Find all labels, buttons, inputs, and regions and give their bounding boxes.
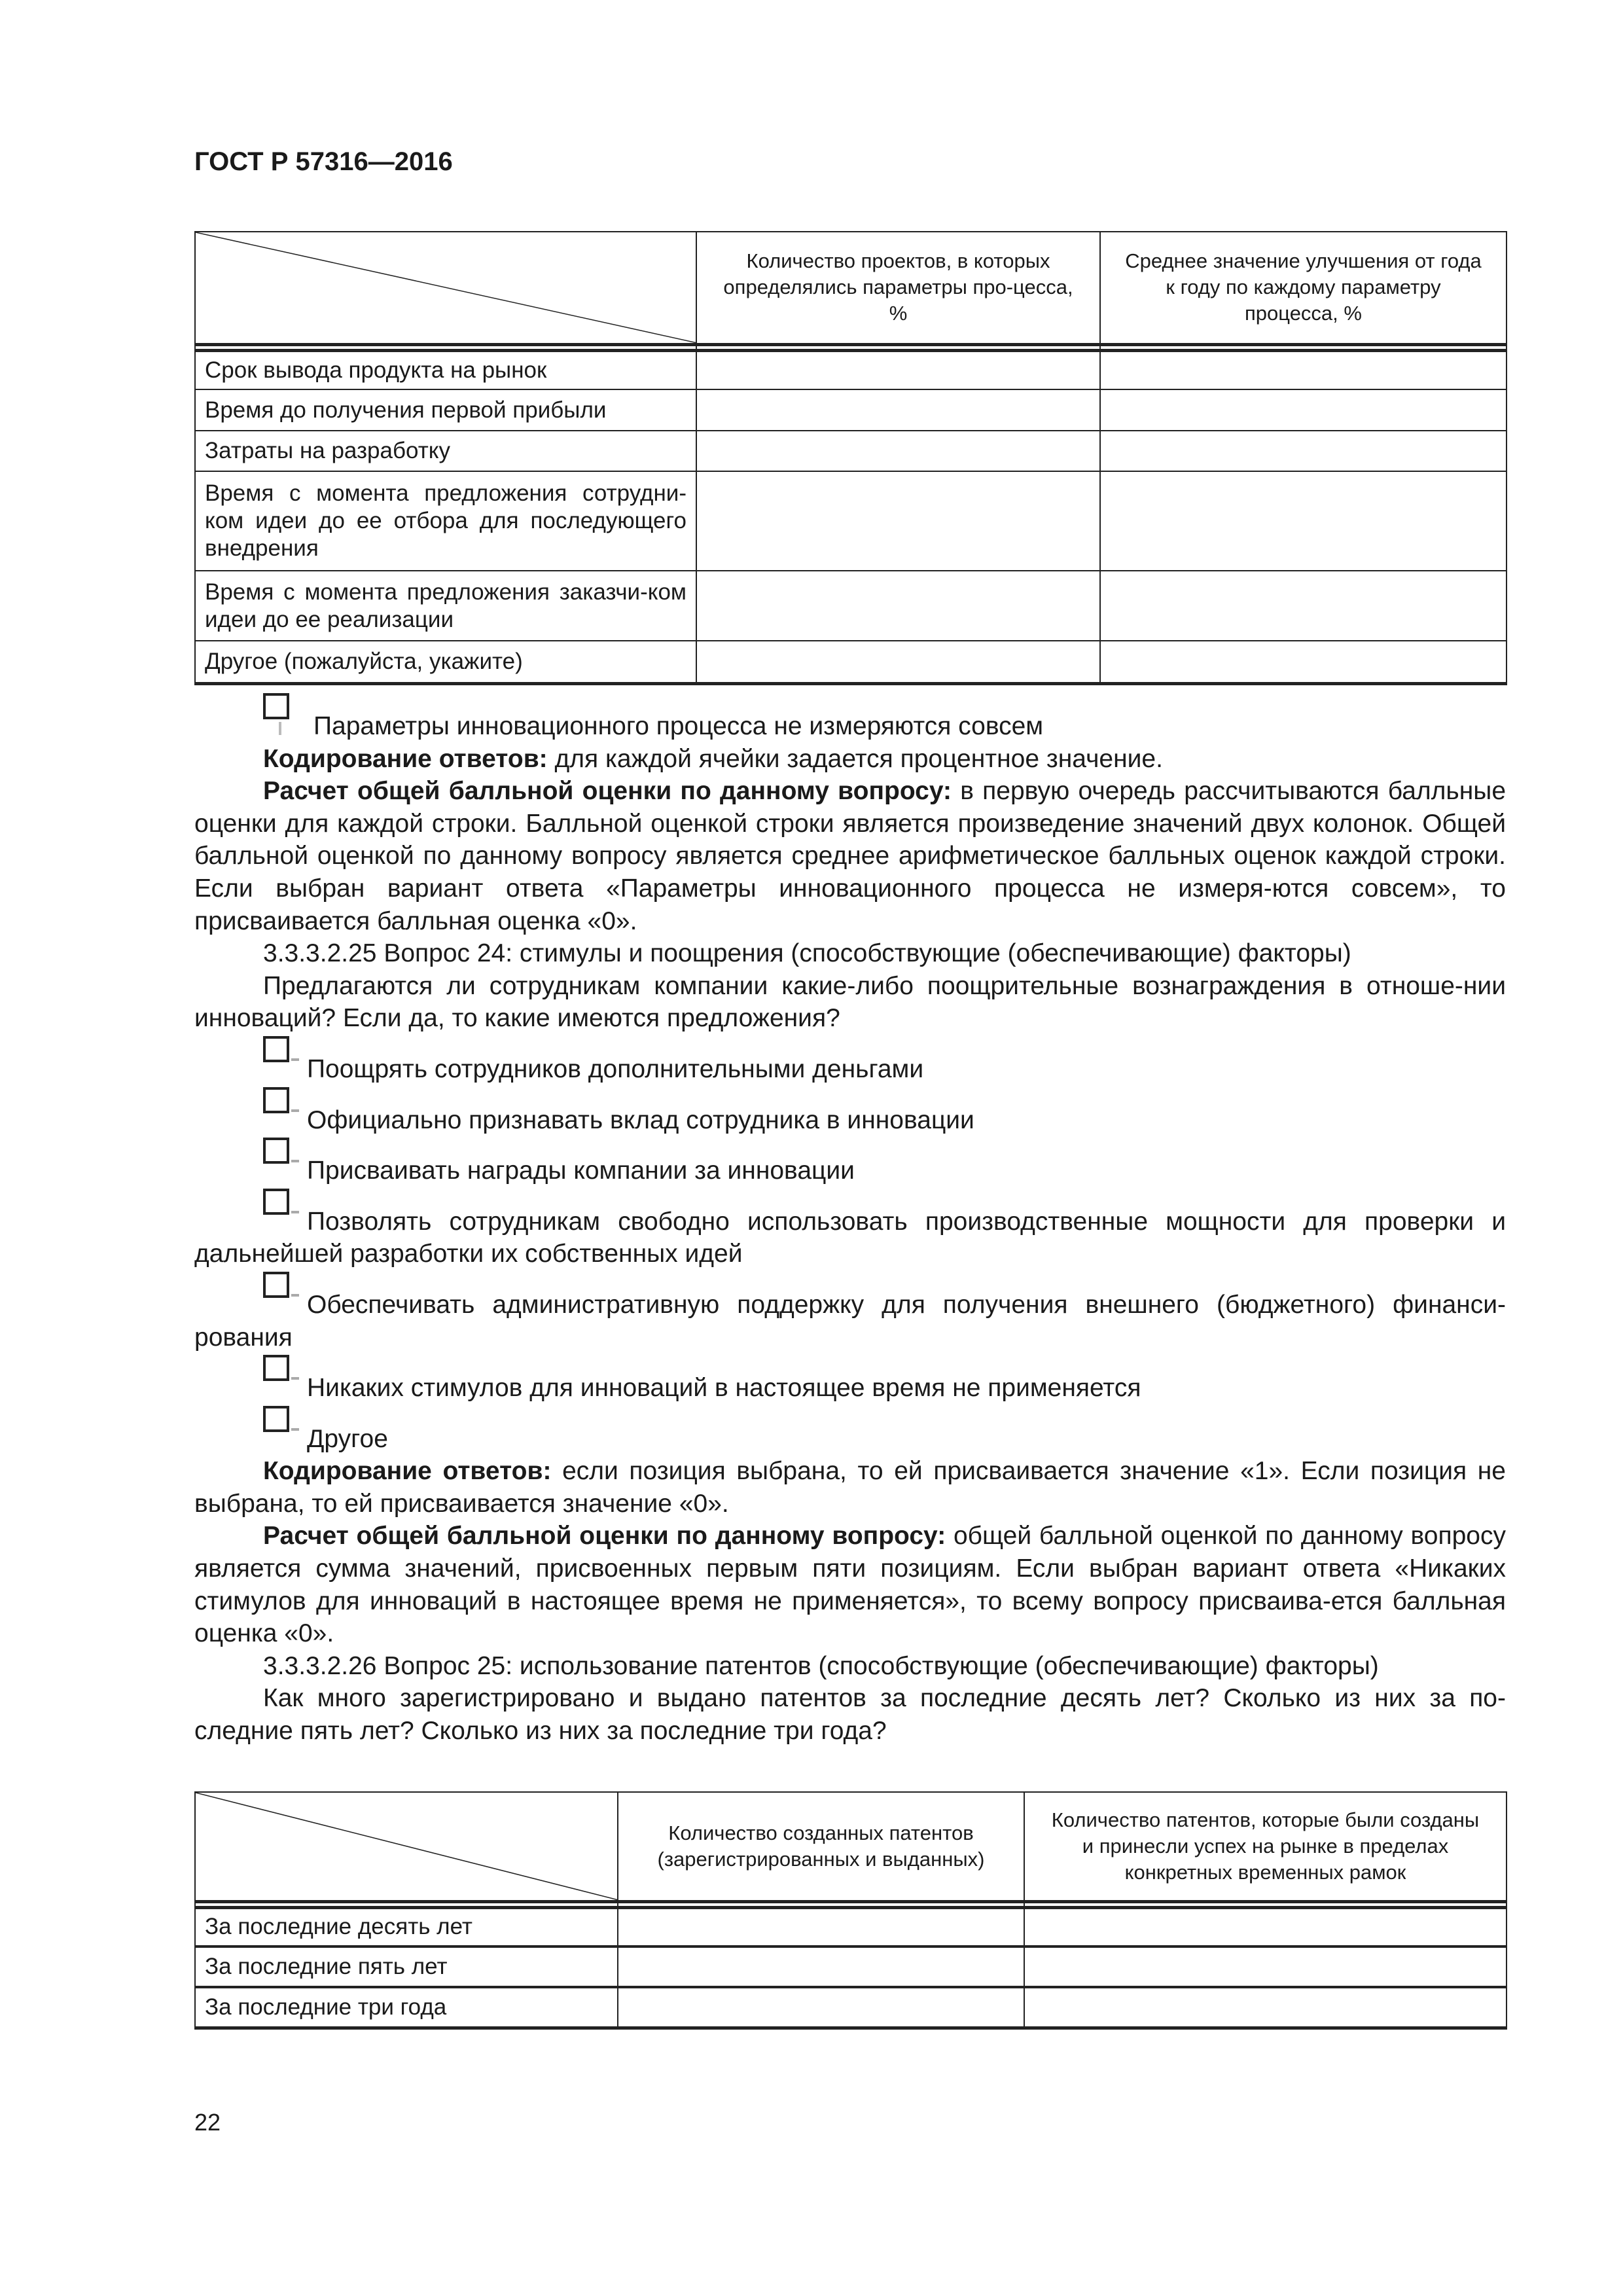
coding-paragraph: Кодирование ответов: для каждой ячейки задается процентное значение. <box>263 744 1163 773</box>
table-cell[interactable] <box>696 389 1100 431</box>
row-label: Другое (пожалуйста, укажите) <box>195 641 696 683</box>
table-cell[interactable] <box>696 641 1100 683</box>
checkbox-option[interactable]: Обеспечивать административную поддержку для получения внешнего (бюджетного) финанси-рования <box>194 1289 1506 1354</box>
checkbox-option[interactable]: Официально признавать вклад сотрудника в инновации <box>194 1104 1506 1137</box>
process-parameters-table <box>194 231 1507 685</box>
row-label: Затраты на разработку <box>195 431 696 471</box>
document-header: ГОСТ Р 57316—2016 <box>194 147 453 176</box>
checkbox-icon[interactable] <box>263 1036 289 1062</box>
checkbox-icon[interactable] <box>263 1138 289 1164</box>
column-header: Количество созданных патентов (зарегистрированных и выданных) <box>618 1792 1024 1901</box>
table-cell[interactable] <box>1100 431 1507 471</box>
checkbox-option[interactable]: Параметры инновационного процесса не измеряются совсем <box>194 710 1506 743</box>
checkbox-icon[interactable] <box>263 693 289 719</box>
checkbox-icon[interactable] <box>263 1272 289 1298</box>
checkbox-option[interactable]: Позволять сотрудникам свободно использовать производственные мощности для проверки и дальнейшей разработки их собственных идей <box>194 1206 1506 1270</box>
row-label: Срок вывода продукта на рынок <box>195 350 696 389</box>
calculation-paragraph: Расчет общей балльной оценки по данному вопросу: в первую очередь рассчитываются балльные оценки для каждой строки. Балльной оценкой строки является произведение значений двух колонок. Общей балльной оценкой по данному вопросу является среднее арифметическое балльных оценок каждой строки. Если выбран вариант ответа «Параметры инновационного процесса не измеря-ются совсем», то присваивается балльная оценка «0». <box>194 777 1507 935</box>
table-cell[interactable] <box>1100 350 1507 389</box>
table-cell[interactable] <box>618 1946 1024 1987</box>
table-cell[interactable] <box>618 1907 1024 1946</box>
checkbox-icon[interactable] <box>263 1406 289 1432</box>
row-label: Время с момента предложения сотрудни-ком идеи до ее отбора для последующего внедрения <box>195 471 696 571</box>
table-cell[interactable] <box>1100 389 1507 431</box>
table-cell[interactable] <box>696 431 1100 471</box>
checkbox-icon[interactable] <box>263 1087 289 1113</box>
column-header: Количество патентов, которые были созданы и принесли успех на рынке в пределах конкретных временных рамок <box>1024 1792 1507 1901</box>
checkbox-icon[interactable] <box>263 1355 289 1381</box>
column-header: Среднее значение улучшения от года к году по каждому параметру процесса, % <box>1100 232 1507 344</box>
row-label: Время до получения первой прибыли <box>195 389 696 431</box>
checkbox-icon[interactable] <box>263 1189 289 1215</box>
checkbox-option[interactable]: Поощрять сотрудников дополнительными деньгами <box>194 1053 1506 1086</box>
table-cell[interactable] <box>696 350 1100 389</box>
patents-table <box>194 1791 1507 2030</box>
section-heading: 3.3.3.2.26 Вопрос 25: использование патентов (способствующие (обеспечивающие) факторы) <box>263 1651 1379 1680</box>
diagonal-header-cell <box>195 232 696 344</box>
page-number: 22 <box>194 2109 221 2136</box>
section-heading: 3.3.3.2.25 Вопрос 24: стимулы и поощрения (способствующие (обеспечивающие) факторы) <box>263 939 1351 968</box>
coding-paragraph: Кодирование ответов: если позиция выбрана, то ей присваивается значение «1». Если позиция не выбрана, то ей присваивается значение «0». <box>194 1457 1506 1518</box>
checkbox-option[interactable]: Присваивать награды компании за инновации <box>194 1155 1506 1187</box>
table-cell[interactable] <box>696 471 1100 571</box>
table-cell[interactable] <box>1024 1907 1507 1946</box>
table-cell[interactable] <box>1100 641 1507 683</box>
table-cell[interactable] <box>696 571 1100 641</box>
checkbox-option[interactable]: Другое <box>194 1423 1506 1456</box>
column-header: Количество проектов, в которых определялись параметры про-цесса, % <box>696 232 1100 344</box>
row-label: За последние десять лет <box>195 1907 618 1946</box>
question-text: Как много зарегистрировано и выдано патентов за последние десять лет? Сколько из них за по-следние пять лет? Сколько из них за последние три года? <box>194 1684 1506 1746</box>
table-cell[interactable] <box>618 1987 1024 2028</box>
table-cell[interactable] <box>1100 571 1507 641</box>
body-text <box>194 710 1506 1748</box>
checkbox-option[interactable]: Никаких стимулов для инноваций в настоящее время не применяется <box>194 1372 1506 1405</box>
question-text: Предлагаются ли сотрудникам компании какие-либо поощрительные вознаграждения в отноше-нии инноваций? Если да, то какие имеются предложения? <box>194 971 1506 1033</box>
row-label: За последние три года <box>195 1987 618 2028</box>
row-label: За последние пять лет <box>195 1946 618 1987</box>
row-label: Время с момента предложения заказчи-ком идеи до ее реализации <box>195 571 696 641</box>
diagonal-header-cell <box>195 1792 618 1901</box>
table-cell[interactable] <box>1024 1987 1507 2028</box>
table-cell[interactable] <box>1100 471 1507 571</box>
table-cell[interactable] <box>1024 1946 1507 1987</box>
calculation-paragraph: Расчет общей балльной оценки по данному вопросу: общей балльной оценкой по данному вопросу является сумма значений, присвоенных первым пяти позициям. Если выбран вариант ответа «Никаких стимулов для инноваций в настоящее время не применяется», то всему вопросу присваива-ется балльная оценка «0». <box>194 1522 1506 1648</box>
